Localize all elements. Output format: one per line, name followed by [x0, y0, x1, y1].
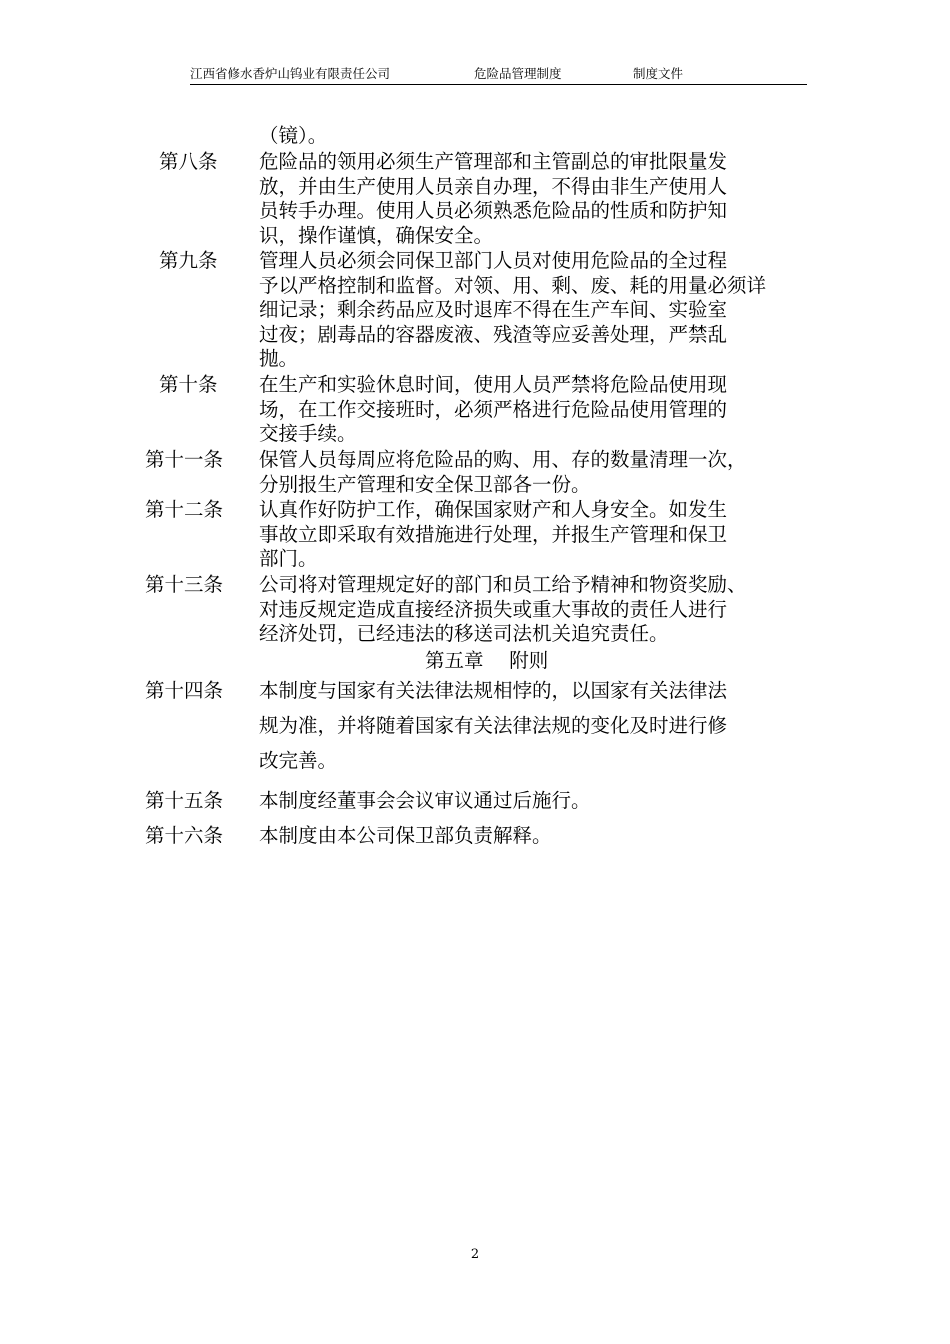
article-label: 第九条	[159, 249, 218, 272]
article-label: 第十五条	[145, 789, 224, 812]
article-label: 第十四条	[145, 679, 224, 702]
article-label: 第十六条	[145, 824, 224, 847]
article-body: 保管人员每周应将危险品的购、用、存的数量清理一次， 分别报生产管理和安全保卫部各一份。	[259, 448, 747, 496]
article-body: 本制度经董事会会议审议通过后施行。	[259, 789, 591, 812]
page-number: 2	[470, 1247, 480, 1262]
header-document-title: 危险品管理制度	[474, 66, 562, 81]
header-company: 江西省修水香炉山钨业有限责任公司	[190, 66, 391, 81]
chapter-title: 第五章 附则	[425, 649, 549, 672]
article-label: 第十三条	[145, 573, 224, 596]
article-body: 管理人员必须会同保卫部门人员对使用危险品的全过程 予以严格控制和监督。对领、用、剩、废、耗的用量必须详 细记录；剩余药品应及时退库不得在生产车间、实验室 过夜；剧毒品的容器废液、残渣等应妥善处理，严禁乱 抛。	[259, 249, 767, 370]
article-body: 在生产和实验休息时间，使用人员严禁将危险品使用现 场，在工作交接班时，必须严格进行危险品使用管理的 交接手续。	[259, 373, 728, 445]
article-body: 认真作好防护工作，确保国家财产和人身安全。如发生 事故立即采取有效措施进行处理，并报生产管理和保卫 部门。	[259, 498, 728, 570]
article-body: 危险品的领用必须生产管理部和主管副总的审批限量发 放，并由生产使用人员亲自办理，不得由非生产使用人 员转手办理。使用人员必须熟悉危险品的性质和防护知 识，操作谨慎，确保安全。	[259, 150, 728, 247]
article-label: 第十二条	[145, 498, 224, 521]
article-label: 第十条	[159, 373, 218, 396]
article-label: 第八条	[159, 150, 218, 173]
article-label: 第十一条	[145, 448, 224, 471]
header-document-type: 制度文件	[633, 66, 684, 81]
article-body: 本制度与国家有关法律法规相悖的，以国家有关法律法 规为准，并将随着国家有关法律法规的变化及时进行修 改完善。	[259, 679, 728, 772]
page-header	[190, 66, 807, 85]
article-body: 本制度由本公司保卫部负责解释。	[259, 824, 552, 847]
article-body: 公司将对管理规定好的部门和员工给予精神和物资奖励、 对违反规定造成直接经济损失或重大事故的责任人进行 经济处罚，已经违法的移送司法机关追究责任。	[259, 573, 747, 645]
